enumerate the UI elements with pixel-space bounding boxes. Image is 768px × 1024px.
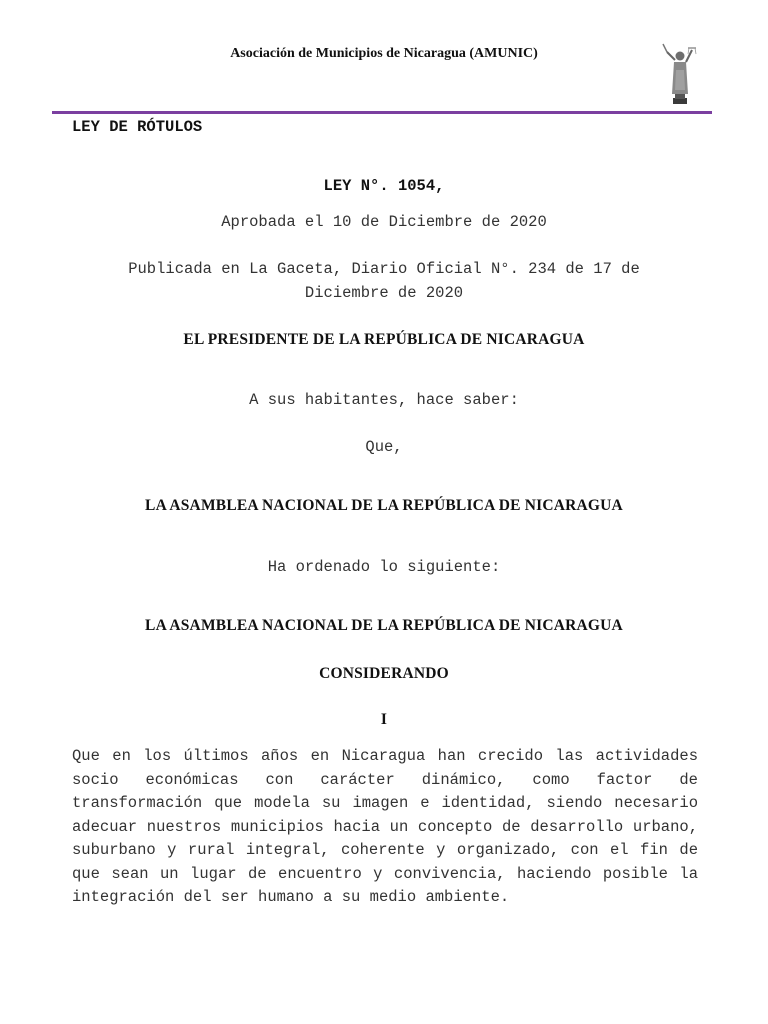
assembly-heading-1: LA ASAMBLEA NACIONAL DE LA REPÚBLICA DE NICARAGUA	[145, 497, 623, 514]
considerando-heading: CONSIDERANDO	[319, 665, 449, 682]
organization-header: Asociación de Municipios de Nicaragua (AMUNIC)	[230, 46, 538, 61]
assembly-heading-2: LA ASAMBLEA NACIONAL DE LA REPÚBLICA DE NICARAGUA	[145, 617, 623, 634]
publication-line-2: Diciembre de 2020	[304, 284, 464, 302]
law-number: LEY N°. 1054,	[323, 177, 445, 195]
lady-justice-logo	[655, 40, 699, 106]
que-line: Que,	[365, 438, 403, 456]
approval-date: Aprobada el 10 de Diciembre de 2020	[221, 213, 547, 231]
considerando-paragraph: Que en los últimos años en Nicaragua han crecido las actividades socio económicas con carácter dinámico, como factor de transformación que modela su imagen e identidad, siendo necesario adecuar nuestros municipios hacia un concepto de desarrollo urbano, suburbano y rural integral, coherente y organizado, con el fin de que sean un lugar de encuentro y convivencia, haciendo posible la integración del ser humano a su medio ambiente.	[72, 747, 698, 906]
inhabitants-line: A sus habitantes, hace saber:	[249, 391, 519, 409]
president-heading: EL PRESIDENTE DE LA REPÚBLICA DE NICARAGUA	[183, 331, 585, 348]
publication-line-1: Publicada en La Gaceta, Diario Oficial N°. 234 de 17 de	[128, 260, 640, 278]
header-divider	[52, 111, 712, 114]
ordered-line: Ha ordenado lo siguiente:	[267, 558, 501, 576]
section-numeral: I	[380, 711, 388, 728]
law-title: LEY DE RÓTULOS	[72, 118, 203, 136]
